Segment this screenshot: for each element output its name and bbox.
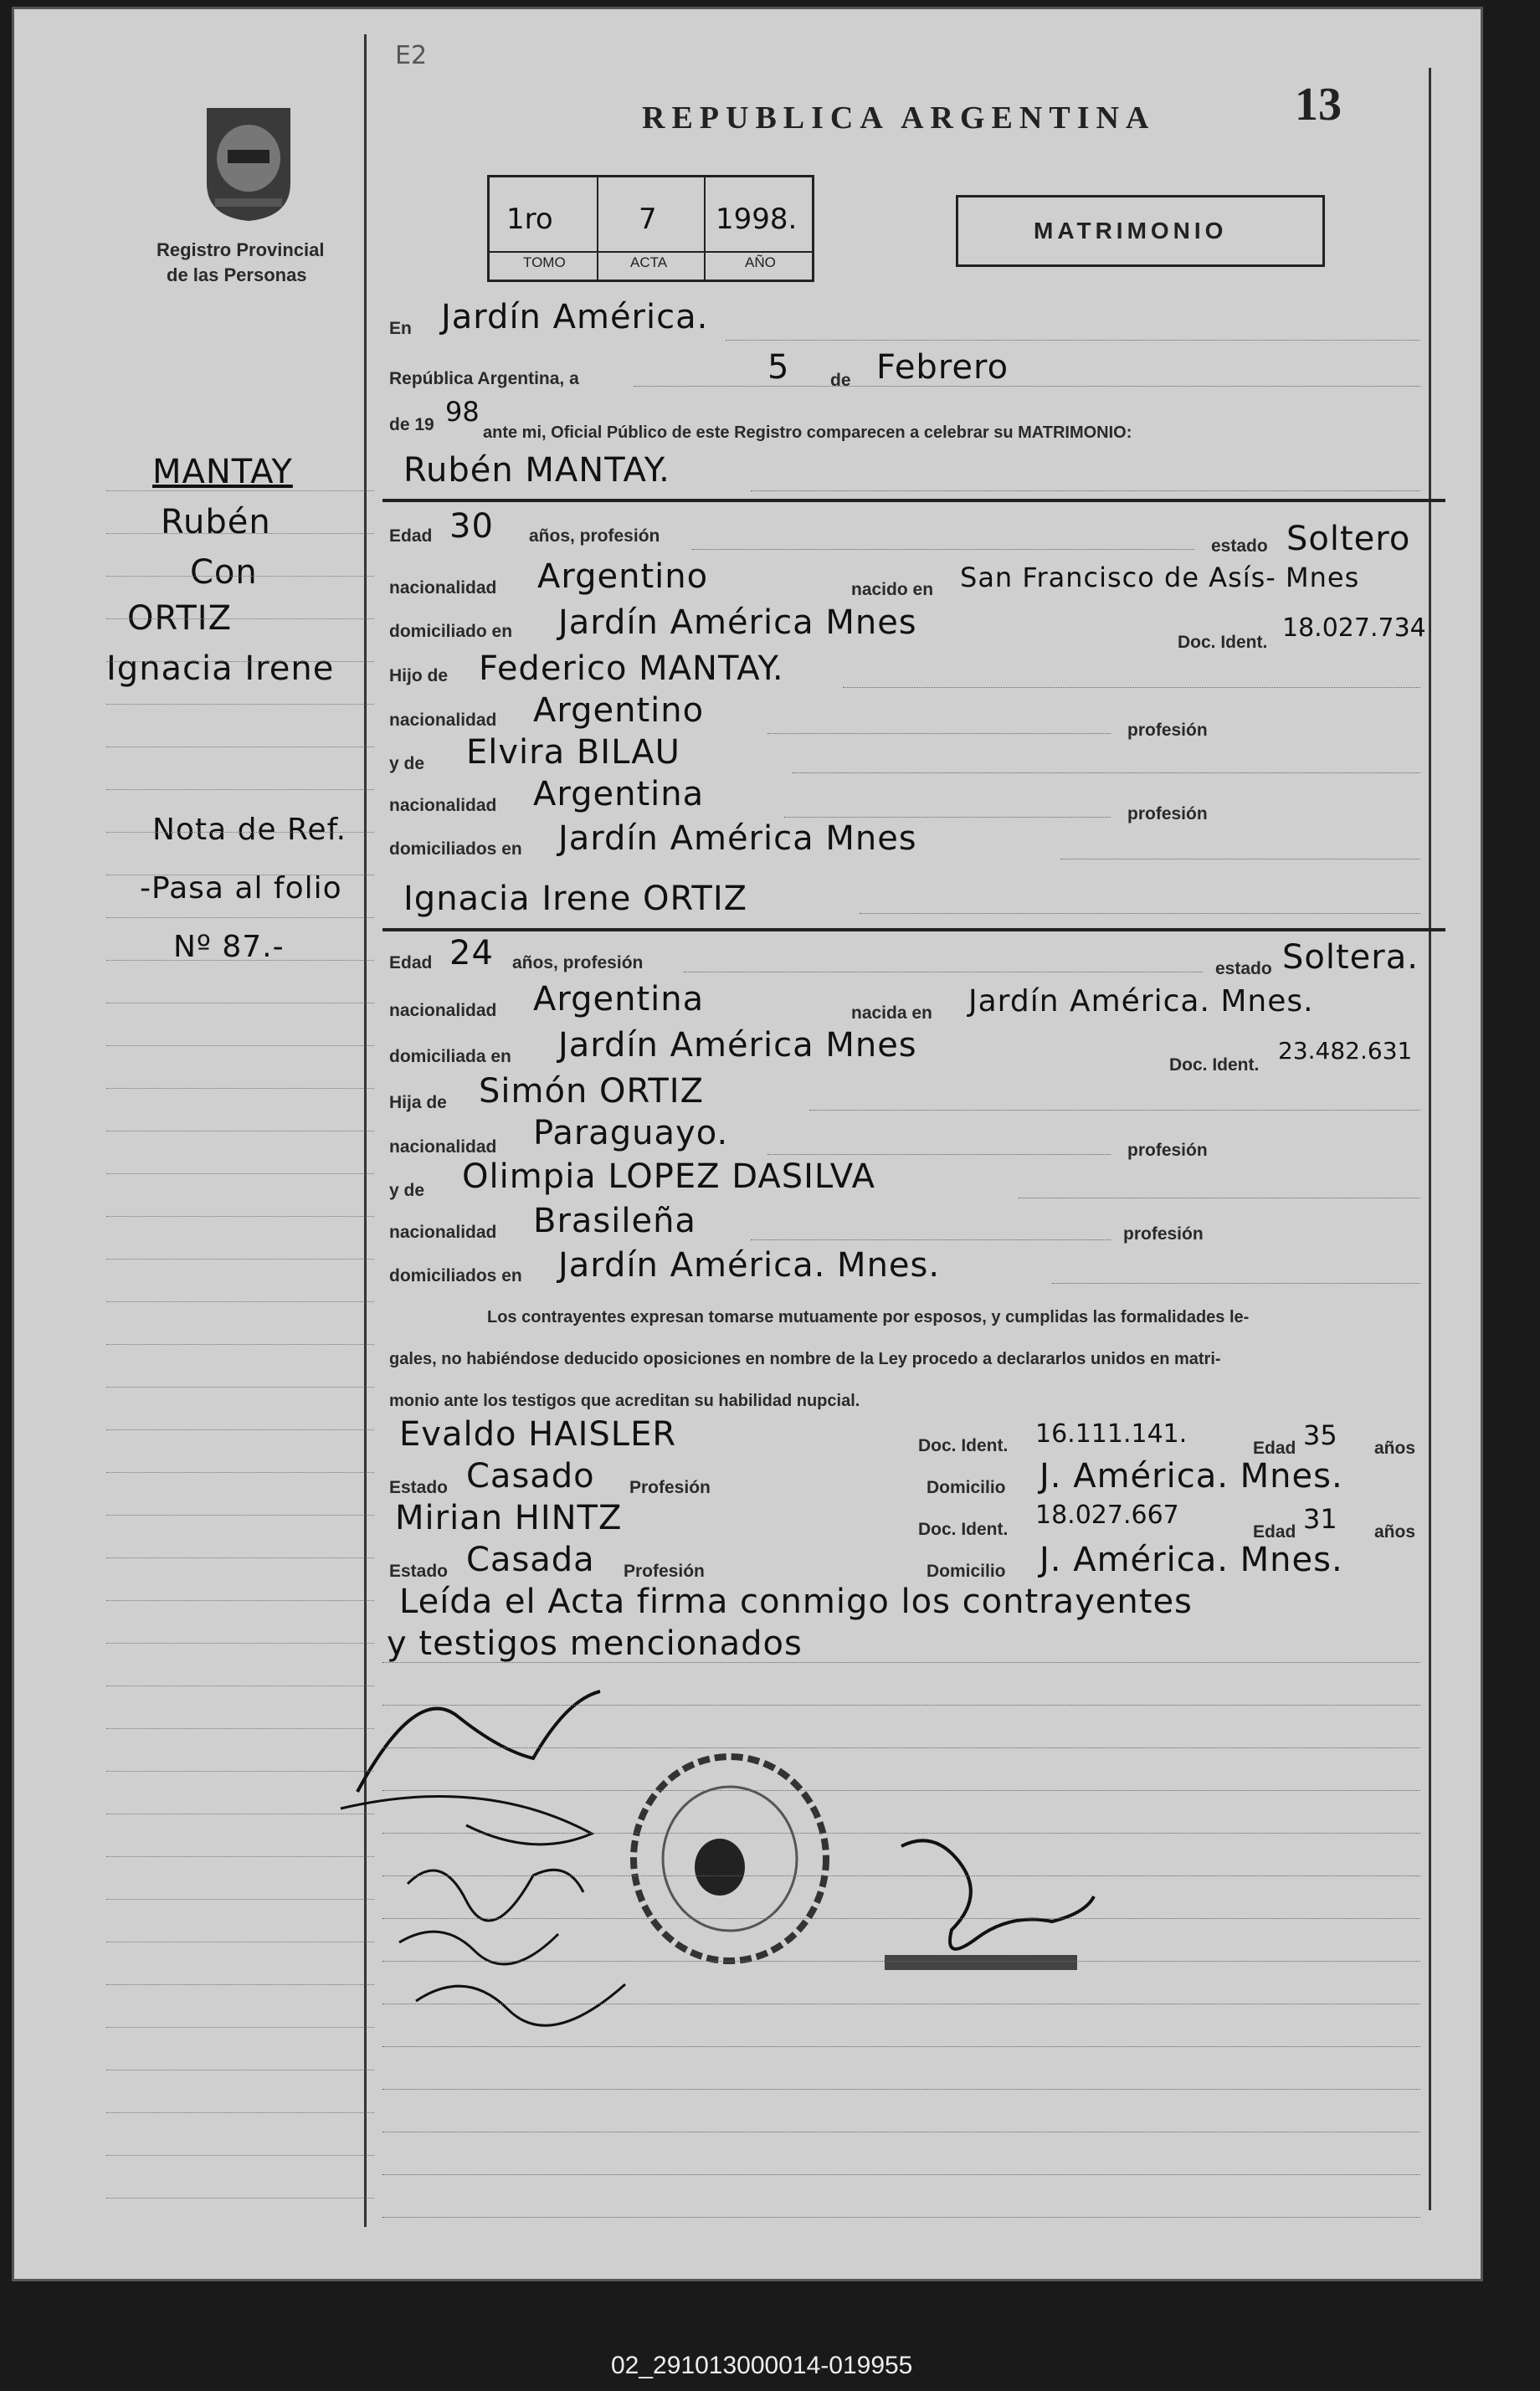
- official-stamp-icon: [621, 1750, 839, 1968]
- margin-rule-line: [106, 1899, 374, 1900]
- bride-mother-nat: Brasileña: [533, 1202, 696, 1240]
- margin-rule-line: [106, 1387, 374, 1388]
- margin-rule-line: [106, 960, 374, 961]
- margin-rule-line: [106, 1771, 374, 1772]
- ruled-line: [382, 1790, 1420, 1791]
- ano-value: 1998.: [716, 203, 798, 236]
- margin-rule-line: [106, 789, 374, 790]
- margin-rule-line: [106, 576, 374, 577]
- acta-label: ACTA: [630, 254, 668, 270]
- witness1-name: Evaldo HAISLER: [399, 1415, 677, 1454]
- witness1-doc: 16.111.141.: [1035, 1419, 1188, 1449]
- margin-rule-line: [106, 1856, 374, 1857]
- margin-rule-line: [106, 1515, 374, 1516]
- margin-rule-line: [106, 2198, 374, 2199]
- file-id: 02_291013000014-019955: [611, 2352, 913, 2379]
- margin-rule-line: [106, 1557, 374, 1558]
- groom-father: Federico MANTAY.: [479, 649, 784, 688]
- witness1-estado: Casado: [466, 1457, 595, 1496]
- groom-estado: Soltero: [1286, 520, 1411, 558]
- bride-birthplace: Jardín América. Mnes.: [968, 984, 1314, 1018]
- margin-rule-line: [106, 490, 374, 491]
- bride-mother: Olimpia LOPEZ DASILVA: [462, 1157, 875, 1196]
- witness2-domicilio: J. América. Mnes.: [1040, 1541, 1343, 1579]
- ruled-line: [382, 1833, 1420, 1834]
- declaration-line1: Los contrayentes expresan tomarse mutuamente por esposos, y cumplidas las formalidades le-: [487, 1308, 1250, 1326]
- bride-nacida-label: nacida en: [851, 1003, 932, 1023]
- margin-name2: Ignacia Irene: [106, 649, 335, 688]
- groom-age: 30: [449, 507, 494, 546]
- declaration-line3: monio ante los testigos que acreditan su habilidad nupcial.: [389, 1392, 860, 1410]
- groom-parents-dom-label: domiciliados en: [389, 839, 522, 859]
- groom-mother-nat: Argentina: [533, 775, 705, 813]
- ruled-line: [382, 1747, 1420, 1748]
- margin-rule-line: [106, 1301, 374, 1302]
- bride-father-nat-label: nacionalidad: [389, 1137, 497, 1157]
- witness2-estado: Casada: [466, 1541, 595, 1579]
- margin-rule-line: [106, 2155, 374, 2156]
- official-signature-scribble: [885, 1829, 1102, 1980]
- republica-label: República Argentina, a: [389, 369, 579, 388]
- groom-anos-profesion: años, profesión: [529, 526, 660, 546]
- witness1-anos-label: años: [1374, 1439, 1416, 1458]
- ruled-line: [382, 2046, 1420, 2047]
- groom-mother: Elvira BILAU: [466, 733, 680, 772]
- bride-prof-label2: profesión: [1123, 1224, 1204, 1244]
- declaration-line2: gales, no habiéndose deducido oposiciones en nombre de la Ley procedo a declararlos unidos en matri-: [389, 1350, 1221, 1368]
- acta-value: 7: [639, 203, 657, 236]
- witness1-domicilio: J. América. Mnes.: [1040, 1457, 1343, 1496]
- witness2-anos-label: años: [1374, 1522, 1416, 1542]
- witness1-edad-label: Edad: [1253, 1439, 1296, 1458]
- registry-name-line1: Registro Provincial: [157, 239, 325, 260]
- bride-doc: 23.482.631: [1278, 1037, 1413, 1065]
- margin-rule-line: [106, 1045, 374, 1046]
- margin-rule-line: [106, 704, 374, 705]
- groom-doc: 18.027.734: [1282, 613, 1426, 643]
- groom-mother-nat-label: nacionalidad: [389, 796, 497, 815]
- groom-estado-label: estado: [1211, 536, 1268, 556]
- margin-rule-line: [106, 1472, 374, 1473]
- witness1-estado-label: Estado: [389, 1478, 449, 1497]
- bride-doc-label: Doc. Ident.: [1169, 1055, 1260, 1075]
- margin-rule-line: [106, 1259, 374, 1260]
- margin-rule-line: [106, 832, 374, 833]
- groom-doc-label: Doc. Ident.: [1178, 633, 1268, 652]
- closing-line2: y testigos mencionados: [387, 1624, 803, 1663]
- volume-box: [487, 175, 814, 282]
- witness2-doc-label: Doc. Ident.: [918, 1520, 1009, 1539]
- bride-mother-nat-label: nacionalidad: [389, 1223, 497, 1242]
- ruled-line: [382, 2217, 1420, 2218]
- groom-hijo-label: Hijo de: [389, 666, 449, 685]
- groom-prof-label2: profesión: [1127, 804, 1208, 824]
- witness1-age: 35: [1303, 1419, 1337, 1451]
- groom-nacido-label: nacido en: [851, 580, 934, 599]
- groom-prof-label: profesión: [1127, 721, 1208, 740]
- ruled-line: [382, 1961, 1420, 1962]
- de-label: de: [830, 371, 851, 390]
- witness2-edad-label: Edad: [1253, 1522, 1296, 1542]
- registry-name-line2: de las Personas: [167, 264, 307, 285]
- margin-rule-line: [106, 1429, 374, 1430]
- margin-con: Con: [190, 553, 258, 592]
- margin-rule-line: [106, 917, 374, 918]
- margin-surname: MANTAY: [152, 453, 293, 491]
- place: Jardín América.: [441, 298, 709, 336]
- en-label: En: [389, 319, 412, 338]
- margin-rule-line: [106, 1088, 374, 1089]
- bride-father-nat: Paraguayo.: [533, 1114, 729, 1152]
- right-rule: [1429, 68, 1431, 2210]
- groom-domicilio: Jardín América Mnes: [558, 603, 917, 642]
- margin-rule-line: [106, 618, 374, 619]
- groom-dom-label: domiciliado en: [389, 622, 513, 641]
- country-title: REPUBLICA ARGENTINA: [642, 100, 1156, 136]
- witness1-doc-label: Doc. Ident.: [918, 1436, 1009, 1455]
- witness2-prof-label: Profesión: [624, 1562, 705, 1581]
- bride-name: Ignacia Irene ORTIZ: [403, 880, 748, 918]
- margin-note1: Nota de Ref.: [152, 813, 347, 847]
- ruled-line: [382, 2089, 1420, 2090]
- margin-rule-line: [106, 661, 374, 662]
- bride-parents-dom: Jardín América. Mnes.: [558, 1246, 941, 1285]
- bride-nacionalidad: Argentina: [533, 980, 705, 1018]
- matrimonio-box: [956, 195, 1325, 267]
- closing-line1: Leída el Acta firma conmigo los contrayentes: [399, 1583, 1193, 1621]
- witness1-dom-label: Domicilio: [927, 1478, 1006, 1497]
- margin-rule-line: [106, 1216, 374, 1217]
- margin-rule-line: [106, 1643, 374, 1644]
- margin-rule-line: [106, 533, 374, 534]
- year-suffix: 98: [445, 396, 480, 428]
- margin-rule-line: [106, 1984, 374, 1985]
- margin-rule-line: [106, 2027, 374, 2028]
- ruled-line: [382, 1705, 1420, 1706]
- ruled-line: [382, 1662, 1420, 1663]
- margin-rule-line: [106, 1728, 374, 1729]
- groom-name: Rubén MANTAY.: [403, 451, 670, 490]
- day: 5: [767, 348, 790, 387]
- margin-note3: Nº 87.-: [173, 930, 285, 964]
- witness2-age: 31: [1303, 1503, 1337, 1535]
- bride-estado: Soltera.: [1282, 938, 1419, 977]
- corner-mark: E2: [395, 41, 428, 70]
- groom-yde-label: y de: [389, 754, 425, 773]
- groom-parents-dom: Jardín América Mnes: [558, 819, 917, 858]
- bride-domicilio: Jardín América Mnes: [558, 1026, 917, 1065]
- bride-hija-label: Hija de: [389, 1093, 447, 1112]
- document-page: [12, 7, 1483, 2281]
- bride-edad-label: Edad: [389, 953, 433, 972]
- tomo-label: TOMO: [523, 254, 566, 270]
- groom-father-nat: Argentino: [533, 691, 705, 730]
- witness2-name: Mirian HINTZ: [395, 1499, 623, 1537]
- margin-note2: -Pasa al folio: [140, 871, 342, 906]
- groom-father-nat-label: nacionalidad: [389, 711, 497, 730]
- registry-seal-icon: [190, 100, 307, 225]
- bride-estado-label: estado: [1215, 959, 1272, 978]
- tomo-value: 1ro: [506, 203, 553, 236]
- month: Febrero: [876, 348, 1009, 387]
- bride-father: Simón ORTIZ: [479, 1072, 705, 1111]
- witness2-doc: 18.027.667: [1035, 1501, 1179, 1530]
- ruled-line: [382, 1875, 1420, 1876]
- margin-surname2: ORTIZ: [127, 599, 232, 638]
- groom-nac-label: nacionalidad: [389, 578, 497, 598]
- year-prefix: de 19: [389, 415, 434, 434]
- margin-name: Rubén: [161, 503, 271, 541]
- bride-age: 24: [449, 934, 494, 972]
- witness2-estado-label: Estado: [389, 1562, 449, 1581]
- bride-parents-dom-label: domiciliados en: [389, 1266, 522, 1285]
- ruled-line: [382, 2174, 1420, 2175]
- margin-rule-line: [106, 1600, 374, 1601]
- groom-nacionalidad: Argentino: [537, 557, 709, 596]
- ano-label: AÑO: [745, 254, 776, 270]
- groom-birthplace: San Francisco de Asís- Mnes: [960, 562, 1360, 593]
- bride-dom-label: domiciliada en: [389, 1047, 511, 1066]
- margin-rule-line: [106, 1344, 374, 1345]
- statement: ante mi, Oficial Público de este Registro comparecen a celebrar su MATRIMONIO:: [483, 423, 1132, 442]
- witness1-prof-label: Profesión: [629, 1478, 711, 1497]
- witness2-dom-label: Domicilio: [927, 1562, 1006, 1581]
- ruled-line: [382, 1918, 1420, 1919]
- page-number: 13: [1295, 79, 1342, 131]
- margin-rule-line: [106, 1173, 374, 1174]
- margin-rule-line: [106, 2112, 374, 2113]
- bride-anos-profesion: años, profesión: [512, 953, 644, 972]
- groom-edad-label: Edad: [389, 526, 433, 546]
- matrimonio-label: MATRIMONIO: [1034, 218, 1228, 244]
- bride-nac-label: nacionalidad: [389, 1001, 497, 1020]
- bride-prof-label: profesión: [1127, 1141, 1208, 1160]
- bride-yde-label: y de: [389, 1181, 425, 1200]
